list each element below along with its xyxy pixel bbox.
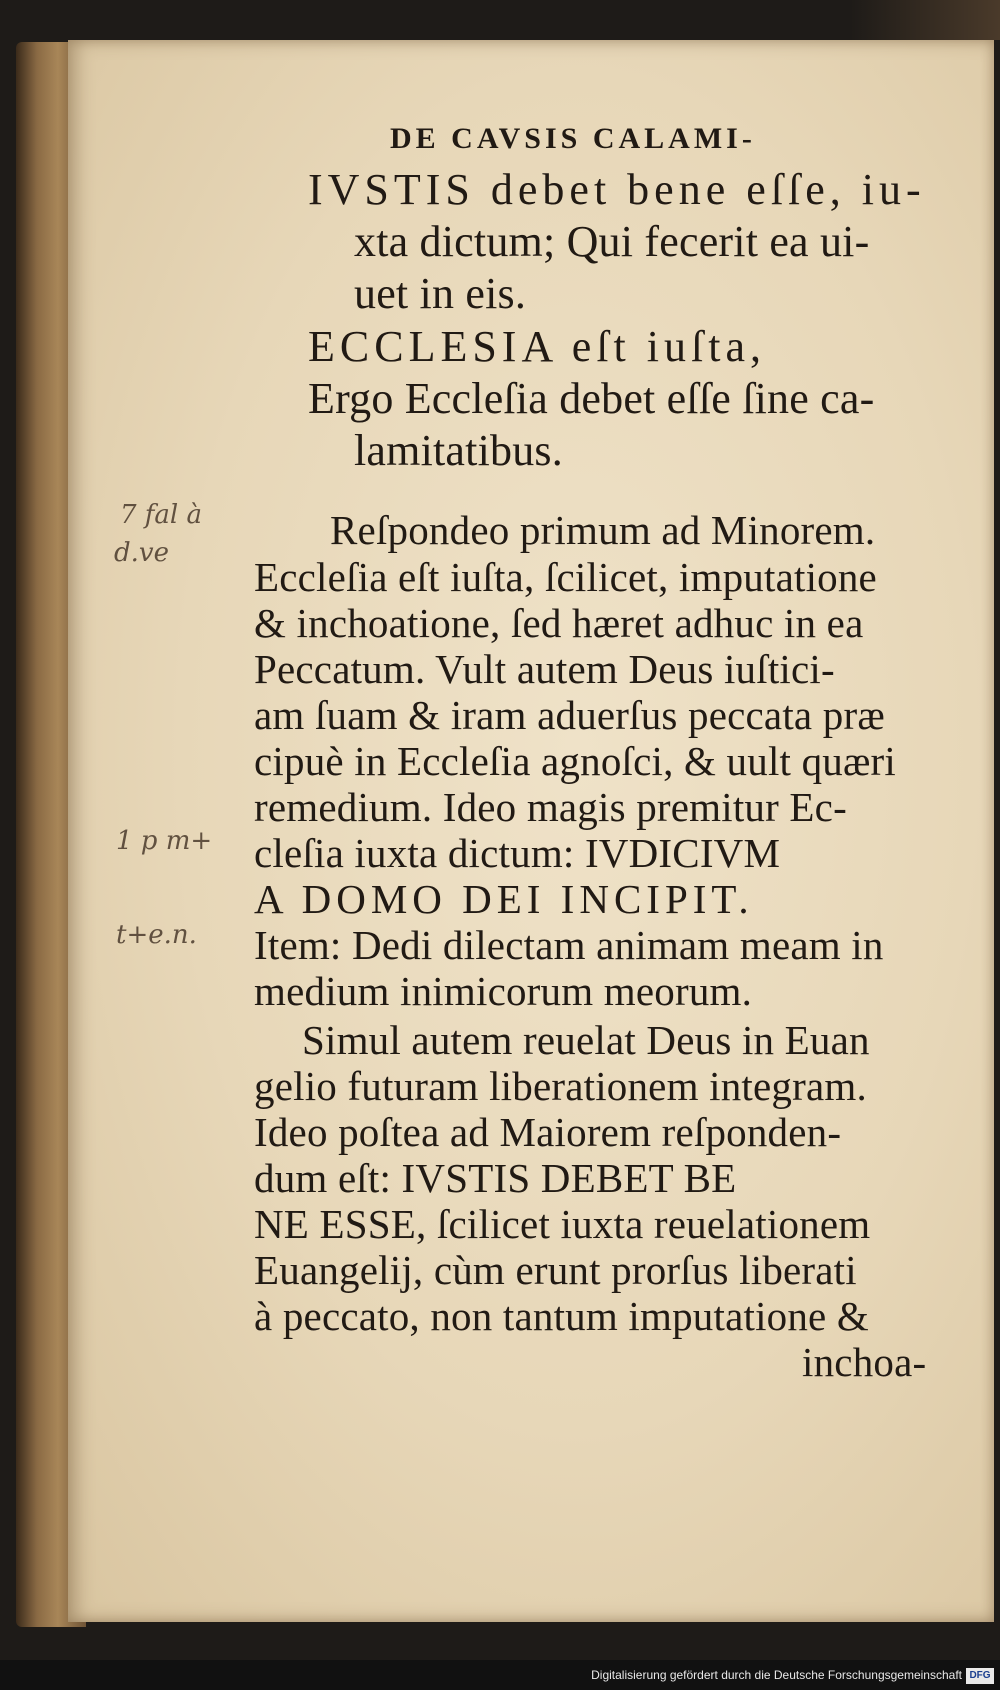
text-line-15: A DOMO DEI INCIPIT. — [254, 876, 754, 922]
text-line-7: Reſpondeo primum ad Minorem. — [330, 507, 876, 553]
text-line-19: gelio futuram liberationem integram. — [254, 1063, 867, 1109]
text-line-1: IVSTIS debet bene eſſe, iu- — [308, 165, 926, 214]
marginal-note-4: t+e.n. — [116, 920, 197, 950]
text-line-13: remedium. Ideo magis premitur Ec- — [254, 784, 847, 830]
text-line-23: Euangelij, cùm erunt prorſus liberati — [254, 1247, 857, 1293]
running-head: DE CAVSIS CALAMI- — [390, 122, 756, 155]
text-line-6: lamitatibus. — [354, 426, 563, 475]
text-line-22: NE ESSE, ſcilicet iuxta reuelationem — [254, 1201, 871, 1247]
text-line-24: à peccato, non tantum imputatione & — [254, 1293, 869, 1339]
text-line-8: Eccleſia eſt iuſta, ſcilicet, imputatione — [254, 554, 877, 600]
marginal-note-3: 1 p m+ — [116, 826, 213, 856]
text-line-20: Ideo poſtea ad Maiorem reſponden- — [254, 1109, 842, 1155]
text-line-2: xta dictum; Qui fecerit ea ui- — [354, 217, 870, 266]
text-line-21: dum eſt: IVSTIS DEBET BE — [254, 1155, 737, 1201]
dfg-logo: DFG — [966, 1668, 994, 1684]
text-line-14: cleſia iuxta dictum: IVDICIVM — [254, 830, 781, 876]
text-line-3: uet in eis. — [354, 269, 527, 318]
credit-text: Digitalisierung gefördert durch die Deutsche Forschungsgemeinschaft — [591, 1668, 962, 1682]
text-line-18: Simul autem reuelat Deus in Euan — [302, 1017, 870, 1063]
text-line-5: Ergo Eccleſia debet eſſe ſine ca- — [308, 374, 875, 423]
credit-bar — [0, 1660, 1000, 1690]
text-line-9: & inchoatione, ſed hæret adhuc in ea — [254, 600, 864, 646]
text-line-11: am ſuam & iram aduerſus peccata præ — [254, 692, 885, 738]
text-line-4: ECCLESIA eſt iuſta, — [308, 322, 766, 371]
text-line-12: cipuè in Eccleſia agnoſci, & uult quæri — [254, 738, 896, 784]
text-line-25: inchoa- — [802, 1339, 927, 1385]
scan-background — [850, 0, 1000, 40]
marginal-note-2: d.ve — [114, 538, 169, 568]
text-line-17: medium inimicorum meorum. — [254, 968, 753, 1014]
book-page — [68, 40, 994, 1622]
text-line-16: Item: Dedi dilectam animam meam in — [254, 922, 884, 968]
marginal-note-1: 7 fal à — [120, 500, 203, 530]
text-line-10: Peccatum. Vult autem Deus iuſtici- — [254, 646, 835, 692]
